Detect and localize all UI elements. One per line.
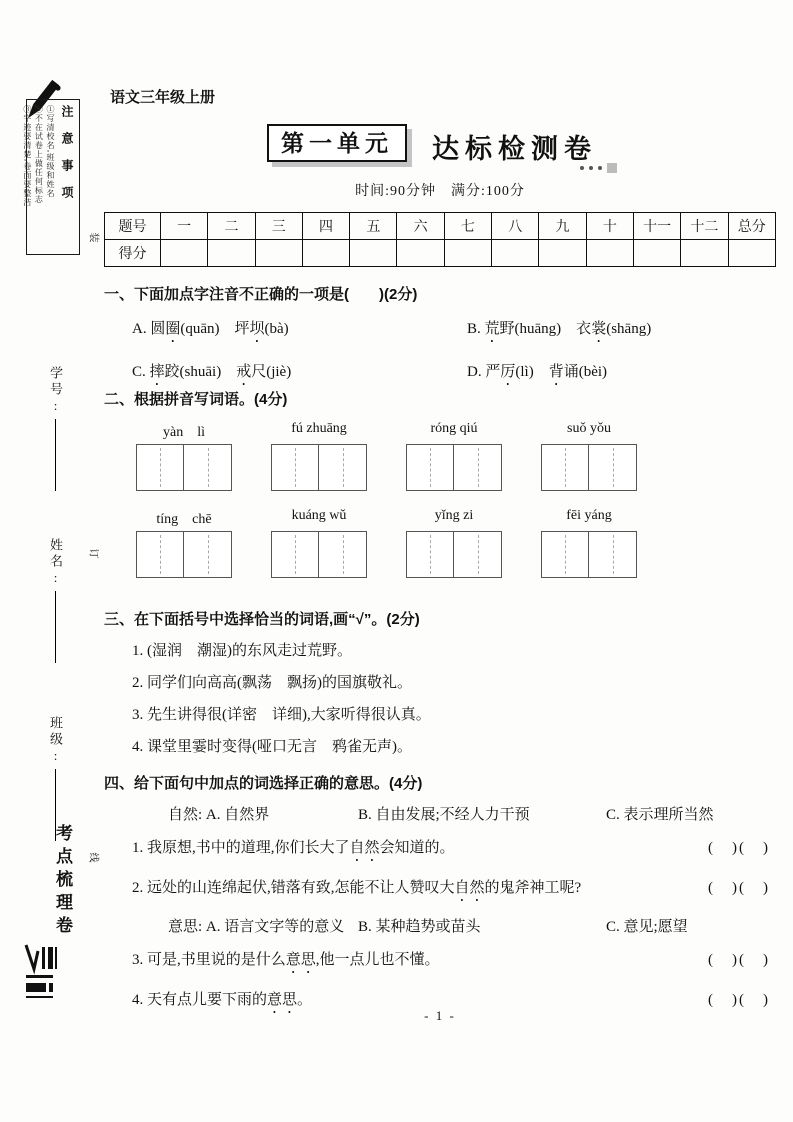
q4-meanings-ziran: 自然: A. 自然界 B. 自由发展;不经人力干预 C. 表示理所当然: [168, 807, 714, 823]
answer-blank: ( )( ): [708, 992, 770, 1008]
q1-option-b: B. 荒野(huāng) 衣裳(shāng): [467, 321, 652, 337]
question-2-title: 二、根据拼音写词语。(4分): [104, 391, 288, 408]
unit-title-box: 第一单元: [267, 124, 407, 162]
pinyin-label: fēi yáng: [566, 508, 612, 523]
score-column-header: 七: [444, 213, 491, 240]
question-4-section: [104, 772, 776, 1017]
book-label: 语文三年级上册: [110, 90, 216, 106]
note-item: ③字迹要清楚,卷面要整洁: [22, 105, 32, 207]
note-item: ①写清校名,班级和姓名: [46, 105, 55, 198]
page-number: - 1 -: [424, 1008, 456, 1023]
notes-title: 注意事项: [60, 105, 74, 213]
writing-grid: [406, 531, 502, 578]
page-title: 达标检测卷: [432, 134, 597, 164]
score-column-header: 八: [492, 213, 539, 240]
q4-sentence-3: 3. 可是,书里说的是什么意思,他一点儿也不懂。 ( )( ): [132, 950, 776, 977]
score-column-header: 十二: [681, 213, 728, 240]
score-blank-cell: [492, 240, 539, 267]
score-blank-cell: [444, 240, 491, 267]
pinyin-label: róng qiú: [430, 421, 478, 436]
score-blank-cell: [302, 240, 349, 267]
score-blank-cell: [161, 240, 208, 267]
q1-option-d: D. 严厉(lì) 背诵(bèi): [467, 364, 608, 380]
score-table-corner: 题号: [105, 213, 161, 240]
score-column-header: 十: [586, 213, 633, 240]
score-column-header: 一: [161, 213, 208, 240]
question-2-section: [104, 388, 776, 578]
pinyin-label: kuáng wǔ: [291, 508, 347, 523]
score-blank-cell: [350, 240, 397, 267]
question-3-section: [104, 608, 776, 757]
pinyin-label: fú zhuāng: [291, 421, 347, 436]
writing-grid-row-1: [136, 444, 776, 491]
q4-meanings-yisi: 意思: A. 语言文字等的意义 B. 某种趋势或苗头 C. 意见;愿望: [168, 919, 688, 935]
q1-option-a: A. 圆圈(quān) 坪坝(bà): [132, 321, 289, 337]
exam-notes-box: [22, 99, 80, 255]
pinyin-label: suǒ yǒu: [567, 421, 611, 436]
question-1-title: 一、下面加点字注音不正确的一项是( )(2分): [104, 286, 418, 303]
student-name-field: [46, 538, 65, 663]
binding-mark: 装: [87, 232, 99, 243]
q3-item: 2. 同学们向高高(飘荡 飘扬)的国旗敬礼。: [132, 675, 412, 691]
score-blank-cell: [586, 240, 633, 267]
note-item: ②不在试卷上做任何标志: [34, 105, 44, 204]
pinyin-label: yàn lì: [163, 425, 205, 440]
writing-grid: [136, 531, 232, 578]
question-4-title: 四、给下面句中加点的词选择正确的意思。(4分): [104, 775, 423, 792]
time-score-meta: 时间:90分钟 满分:100分: [355, 184, 525, 199]
score-blank-cell: [397, 240, 444, 267]
student-name-blank: [55, 591, 56, 663]
pinyin-label: tíng chē: [156, 512, 212, 527]
q3-item: 3. 先生讲得很(详密 详细),大家听得很认真。: [132, 707, 431, 723]
binding-mark: 线: [87, 852, 99, 863]
score-column-header: 六: [397, 213, 444, 240]
score-column-header: 五: [350, 213, 397, 240]
q4-sentence-1: 1. 我原想,书中的道理,你们长大了自然会知道的。 ( )( ): [132, 838, 776, 865]
question-3-title: 三、在下面括号中选择恰当的词语,画“√”。(2分): [104, 611, 420, 628]
answer-blank: ( )( ): [708, 880, 770, 896]
score-blank-cell: [539, 240, 586, 267]
question-1-section: [104, 283, 776, 389]
question-1-options: [132, 317, 776, 389]
score-table-score-row: [105, 240, 776, 267]
q3-item: 4. 课堂里霎时变得(哑口无言 鸦雀无声)。: [132, 739, 412, 755]
score-row-label: 得分: [105, 240, 161, 267]
score-column-header: 九: [539, 213, 586, 240]
score-blank-cell: [208, 240, 255, 267]
writing-grid: [136, 444, 232, 491]
class-field: [46, 716, 65, 841]
q1-option-c: C. 摔跤(shuāi) 戒尺(jiè): [132, 364, 292, 380]
writing-grid: [406, 444, 502, 491]
brand-mark: [24, 942, 62, 1011]
writing-grid: [541, 444, 637, 491]
student-name-label: 姓名:: [48, 538, 63, 588]
class-label: 班级:: [48, 716, 63, 766]
score-blank-cell: [633, 240, 680, 267]
answer-blank: ( )( ): [708, 952, 770, 968]
student-id-label: 学号:: [48, 366, 63, 416]
student-id-blank: [55, 419, 56, 491]
writing-grid: [271, 444, 367, 491]
paper-type-label: 考点梳理卷: [53, 824, 72, 939]
score-table: [104, 212, 776, 267]
pinyin-row-1: [136, 421, 776, 441]
score-blank-cell: [728, 240, 775, 267]
title-dots-decoration: [580, 163, 617, 173]
score-blank-cell: [681, 240, 728, 267]
writing-grid: [541, 531, 637, 578]
writing-grid-row-2: [136, 531, 776, 578]
score-column-header: 四: [302, 213, 349, 240]
score-column-header: 三: [255, 213, 302, 240]
student-id-field: [46, 366, 65, 491]
score-column-header: 二: [208, 213, 255, 240]
pinyin-label: yǐng zi: [434, 508, 474, 523]
binding-mark: 订: [87, 548, 99, 559]
score-column-header: 总分: [728, 213, 775, 240]
q4-sentence-4: 4. 天有点儿要下雨的意思。 ( )( ): [132, 990, 776, 1017]
score-blank-cell: [255, 240, 302, 267]
writing-grid: [271, 531, 367, 578]
score-column-header: 十一: [633, 213, 680, 240]
pinyin-row-2: [136, 508, 776, 528]
score-table-header-row: [105, 213, 776, 240]
q3-item: 1. (湿润 潮湿)的东风走过荒野。: [132, 643, 352, 659]
q4-sentence-2: 2. 远处的山连绵起伏,错落有致,怎能不让人赞叹大自然的鬼斧神工呢? ( )( ): [132, 878, 776, 905]
answer-blank: ( )( ): [708, 840, 770, 856]
